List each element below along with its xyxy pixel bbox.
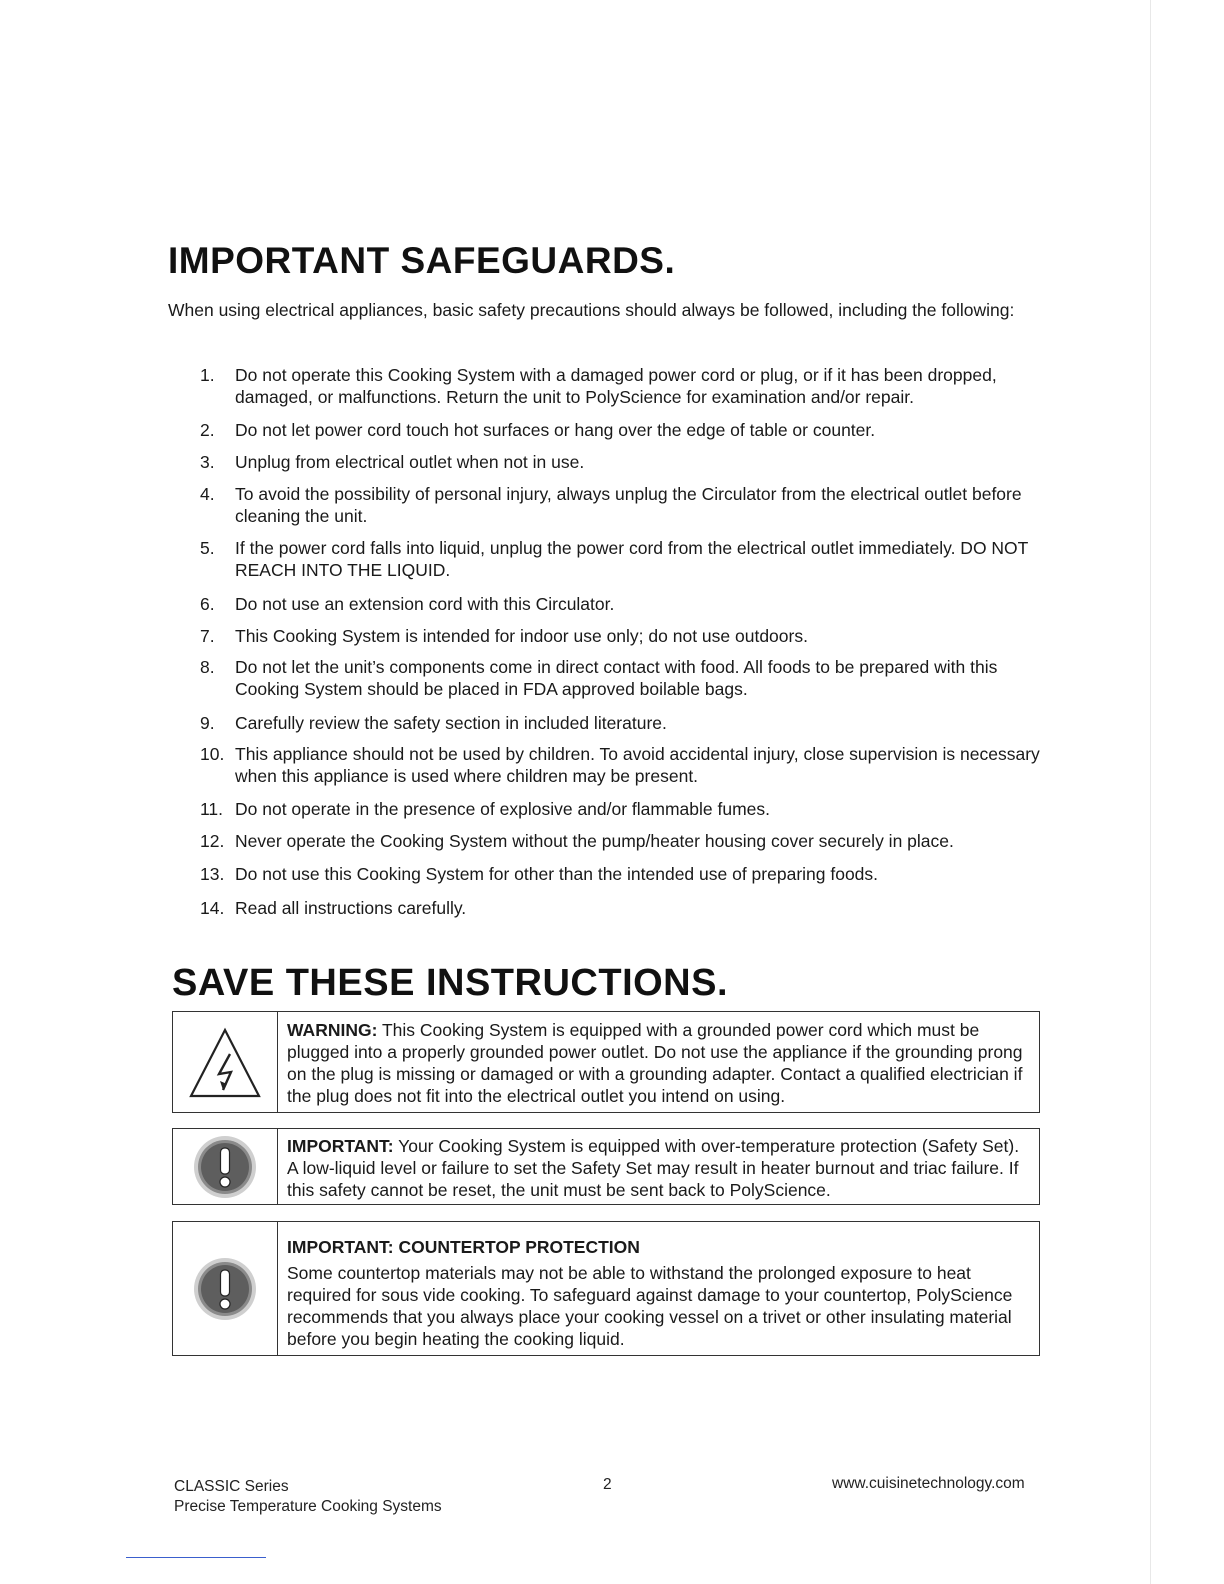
list-text: Read all instructions carefully. — [235, 898, 467, 918]
intro-paragraph: When using electrical appliances, basic safety precautions should always be followed, including the following: — [168, 300, 1015, 320]
list-text: To avoid the possibility of personal injury, always unplug the Circulator from the electrical outlet before cleaning the unit. — [235, 484, 1022, 526]
important-label-2: IMPORTANT: COUNTERTOP PROTECTION — [287, 1237, 640, 1257]
list-number: 1. — [200, 365, 215, 385]
important-body-1: Your Cooking System is equipped with over-temperature protection (Safety Set). A low-liquid level or failure to set the Safety Set may result in heater burnout and triac failure. If this safety cannot be reset, the unit must be sent back to PolyScience. — [287, 1136, 1020, 1200]
list-text: If the power cord falls into liquid, unplug the power cord from the electrical outlet immediately. DO NOT REACH INTO THE LIQUID. — [235, 538, 1029, 580]
page-number: 2 — [603, 1476, 612, 1493]
list-number: 4. — [200, 484, 215, 504]
heading-important-safeguards: IMPORTANT SAFEGUARDS. — [168, 240, 676, 281]
important-box-countertop — [172, 1221, 1040, 1356]
list-item — [200, 798, 1040, 820]
list-text: Do not operate this Cooking System with a damaged power cord or plug, or if it has been dropped, damaged, or malfunctions. Return the unit to PolyScience for examination and/or repair. — [235, 365, 997, 407]
list-number: 3. — [200, 452, 215, 472]
warning-icon-cell — [173, 1012, 278, 1112]
list-text: Do not operate in the presence of explosive and/or flammable fumes. — [235, 799, 771, 819]
list-number: 13. — [200, 864, 225, 884]
list-text: Carefully review the safety section in included literature. — [235, 713, 667, 733]
list-text: This Cooking System is intended for indoor use only; do not use outdoors. — [235, 626, 808, 646]
list-item — [200, 830, 1040, 852]
list-number: 14. — [200, 898, 225, 918]
important-label-1: IMPORTANT: — [287, 1136, 394, 1156]
warning-label: WARNING: — [287, 1020, 378, 1040]
list-number: 5. — [200, 538, 215, 558]
warning-body: This Cooking System is equipped with a grounded power cord which must be plugged into a properly grounded power outlet. Do not use the appliance if the grounding prong on the plug is missing or damaged or with a grounding adapter. Contact a qualified electrician if the plug does not fit into the electrical outlet you intend on using. — [287, 1020, 1023, 1106]
list-item — [200, 712, 1040, 734]
important-box-safety-set — [172, 1128, 1040, 1205]
list-item — [200, 863, 1040, 885]
list-item — [200, 419, 1040, 441]
footer-left — [174, 1477, 442, 1517]
list-number: 10. — [200, 744, 225, 764]
list-item — [200, 451, 1040, 473]
warning-text — [287, 1019, 1029, 1107]
electrical-hazard-icon — [185, 1024, 265, 1104]
list-item — [200, 656, 1040, 700]
decorative-underline — [126, 1557, 266, 1558]
list-text: Do not use this Cooking System for other than the intended use of preparing foods. — [235, 864, 879, 884]
list-text: Do not use an extension cord with this Circulator. — [235, 594, 615, 614]
heading-save-instructions: SAVE THESE INSTRUCTIONS. — [172, 962, 729, 1004]
list-item — [200, 364, 1040, 408]
important-body-2: Some countertop materials may not be able to withstand the prolonged exposure to heat required for sous vide cooking. To safeguard against damage to your countertop, PolyScience recommends that you always place your cooking vessel on a trivet or other insulating material before you begin heating the cooking liquid. — [287, 1263, 1013, 1349]
list-number: 9. — [200, 713, 215, 733]
footer-website: www.cuisinetechnology.com — [832, 1475, 1025, 1492]
list-text: Do not let the unit’s components come in direct contact with food. All foods to be prepared with this Cooking System should be placed in FDA approved boilable bags. — [235, 657, 998, 699]
list-number: 2. — [200, 420, 215, 440]
list-item — [200, 483, 1040, 527]
list-item — [200, 593, 1040, 615]
list-item — [200, 625, 1040, 647]
list-number: 8. — [200, 657, 215, 677]
footer-series: CLASSIC Series — [174, 1478, 289, 1495]
list-text: This appliance should not be used by children. To avoid accidental injury, close supervision is necessary when this appliance is used where children may be present. — [235, 744, 1040, 786]
list-item — [200, 897, 1040, 919]
list-number: 11. — [200, 799, 224, 819]
important-icon-cell — [173, 1129, 278, 1204]
list-number: 12. — [200, 831, 225, 851]
list-text: Unplug from electrical outlet when not in use. — [235, 452, 585, 472]
list-text: Do not let power cord touch hot surfaces or hang over the edge of table or counter. — [235, 420, 876, 440]
important-text-1 — [287, 1135, 1029, 1201]
exclamation-icon — [192, 1134, 258, 1200]
important-text-2 — [287, 1236, 1029, 1350]
important-icon-cell-2 — [173, 1222, 278, 1355]
list-item — [200, 743, 1040, 787]
list-number: 7. — [200, 626, 215, 646]
list-number: 6. — [200, 594, 215, 614]
warning-box — [172, 1011, 1040, 1113]
list-text: Never operate the Cooking System without the pump/heater housing cover securely in place. — [235, 831, 954, 851]
footer-subtitle: Precise Temperature Cooking Systems — [174, 1498, 442, 1515]
list-item — [200, 537, 1040, 581]
exclamation-icon — [192, 1256, 258, 1322]
page-edge-line — [1150, 0, 1151, 1584]
